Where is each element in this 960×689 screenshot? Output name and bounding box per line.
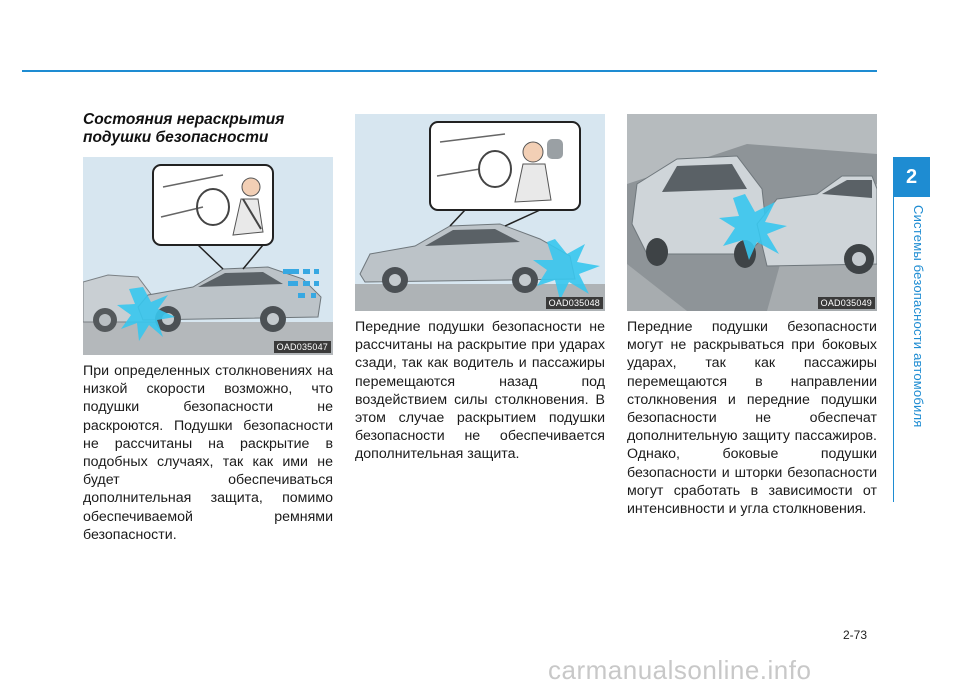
figure-code: OAD035048 <box>546 297 603 309</box>
paragraph-low-speed: При определенных столкновениях на низкой скорости возможно, что подушки безопасности не раскроются. Подушки безопасности не рассчитаны на раскрытие в подобных случаях, так как ими не будет обеспечиваться дополнительная защита, помимо обеспечиваемой ремнями безопасности. <box>83 363 333 543</box>
side-rule <box>893 157 894 502</box>
header-rule <box>22 70 877 72</box>
figure-low-speed-collision <box>83 157 333 355</box>
figure-code: OAD035047 <box>274 341 331 353</box>
collision-illustration <box>83 157 333 355</box>
chapter-title: Системы безопасности автомобиля <box>911 205 926 428</box>
figure-side-impact <box>627 114 877 311</box>
rear-impact-illustration <box>355 114 605 311</box>
watermark-text: carmanualsonline.info <box>548 655 812 685</box>
figure-rear-impact <box>355 114 605 311</box>
chapter-number-tab[interactable]: 2 <box>893 157 930 197</box>
figure-code: OAD035049 <box>818 297 875 309</box>
paragraph-rear-impact: Передние подушки безопасности не рассчитаны на раскрытие при ударах сзади, так как водитель и пассажиры перемещаются назад под воздействием силы столкновения. В этом случае раскрытием подушки безопасности не обеспечивается дополнительная защита. <box>355 319 605 463</box>
section-heading: Состояния нераскрытия подушки безопасности <box>83 111 285 146</box>
side-impact-illustration <box>627 114 877 311</box>
paragraph-side-impact: Передние подушки безопасности могут не раскрываться при боковых ударах, так как пассажиры перемещаются в направлении столкновения и передние подушки безопасности не обеспечат дополнительную защиту пассажиров. Однако, боковые подушки безопасности и шторки безопасности могут сработать в зависимости от интенсивности и угла столкновения. <box>627 319 877 518</box>
page-number: 2-73 <box>843 628 868 642</box>
